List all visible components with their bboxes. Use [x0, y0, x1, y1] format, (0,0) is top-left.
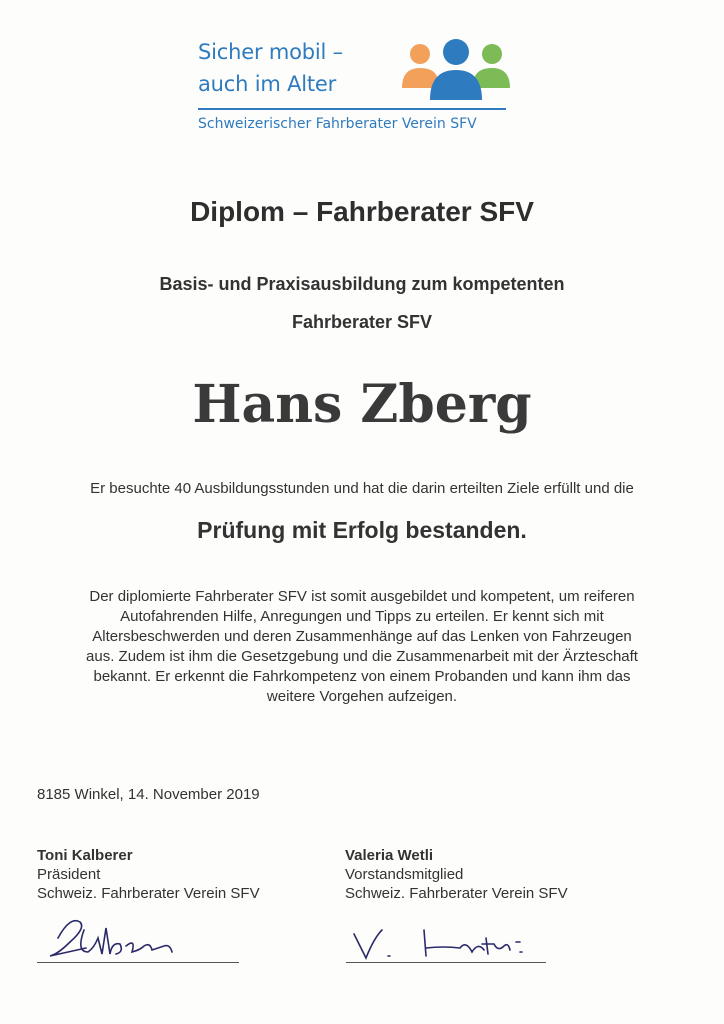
course-subtitle-line-1: Basis- und Praxisausbildung zum kompetenten [159, 274, 565, 294]
signatory-role: Präsident [37, 866, 101, 883]
place-and-date: 8185 Winkel, 14. November 2019 [37, 786, 260, 803]
paragraph-line: Altersbeschwerden und deren Zusammenhänge auf das Lenken von Fahrzeugen [92, 628, 632, 645]
paragraph-line: aus. Zudem ist ihm die Gesetzgebung und die Zusammenarbeit mit der Ärzteschaft [86, 648, 638, 665]
signature-left [40, 908, 200, 968]
qualification-paragraph [40, 587, 684, 707]
logo-line-2: auch im Alter [198, 72, 337, 96]
recipient-name: Hans Zberg [192, 374, 532, 435]
signatory-role: Vorstandsmitglied [345, 866, 464, 883]
paragraph-line: weitere Vorgehen aufzeigen. [266, 688, 458, 705]
sfv-logo [196, 36, 516, 140]
logo-line-1: Sicher mobil – [198, 40, 343, 64]
paragraph-line: bekannt. Er erkennt die Fahrkompetenz von einem Probanden und kann ihm das [93, 668, 631, 685]
training-hours-text: Er besuchte 40 Ausbildungsstunden und hat die darin erteilten Ziele erfüllt und die [90, 480, 634, 497]
signatory-block-left [37, 846, 260, 903]
paragraph-line: Der diplomierte Fahrberater SFV ist somit ausgebildet und kompetent, um reiferen [89, 588, 635, 605]
logo-rule [198, 108, 506, 110]
signatory-block-right [345, 846, 568, 903]
course-subtitle-line-2: Fahrberater SFV [291, 312, 433, 332]
people-icon [396, 36, 516, 102]
signatory-name: Valeria Wetli [345, 847, 434, 864]
signature-right [348, 912, 548, 968]
signatory-name: Toni Kalberer [37, 847, 133, 864]
signatory-organization: Schweiz. Fahrberater Verein SFV [345, 885, 568, 902]
signature-line-right [346, 962, 546, 963]
diploma-title: Diplom – Fahrberater SFV [190, 196, 534, 227]
paragraph-line: Autofahrenden Hilfe, Anregungen und Tipps zu erteilen. Er kennt sich mit [120, 608, 604, 625]
signatory-organization: Schweiz. Fahrberater Verein SFV [37, 885, 260, 902]
logo-subtitle: Schweizerischer Fahrberater Verein SFV [198, 116, 477, 132]
exam-result: Prüfung mit Erfolg bestanden. [197, 517, 527, 543]
signature-line-left [37, 962, 239, 963]
